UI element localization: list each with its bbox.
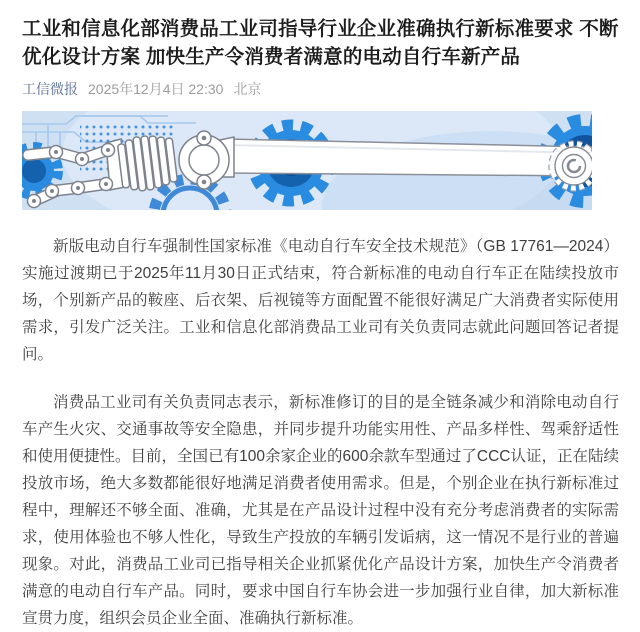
source-account-link[interactable]: 工信微报 <box>22 81 78 97</box>
byline <box>22 80 619 98</box>
paragraph-1: 新版电动自行车强制性国家标准《电动自行车安全技术规范》（GB 17761—2024）实施过渡期已于2025年11月30日正式结束，符合新标准的电动自行车正在陆续投放市场，个别新产品的鞍座、后衣架、后视镜等方面配置不能很好满足广大消费者实际使用需求，引发广泛关注。工业和信息化部消费品工业司有关负责同志就此问题回答记者提问。 <box>22 238 619 363</box>
publish-location: 北京 <box>233 81 262 97</box>
robotic-arm-and-gears-image <box>22 111 592 210</box>
banner-illustration <box>22 111 592 210</box>
bellows <box>117 133 178 193</box>
publish-datetime: 2025年12月4日 22:30 <box>88 81 224 97</box>
article-body <box>22 233 619 632</box>
page-title: 工业和信息化部消费品工业司指导行业企业准确执行新标准要求 不断优化设计方案 加快生产令消费者满意的电动自行车新产品 <box>22 18 619 68</box>
white-end-gear-icon <box>553 145 593 188</box>
paragraph-2: 消费品工业司有关负责同志表示，新标准修订的目的是全链条减少和消除电动自行车产生火灾、交通事故等安全隐患，并同步提升功能实用性、产品多样性、驾乘舒适性和使用便捷性。目前，全国已有100余家企业的600余款车型通过了CCC认证，正在陆续投放市场，绝大多数都能很好地满足消费者使用需求。但是，个别企业在执行新标准过程中，理解还不够全面、准确，尤其是在产品设计过程中没有充分考虑消费者的实际需求，使用体验也不够人性化，导致生产投放的车辆引发诟病，这一情况不是行业的普遍现象。对此，消费品工业司已指导相关企业抓紧优化产品设计方案，加快生产令消费者满意的电动自行车产品。同时，要求中国自行车协会进一步加强行业自律，加大新标准宣贯力度，组织会员企业全面、准确执行新标准。 <box>22 394 619 627</box>
